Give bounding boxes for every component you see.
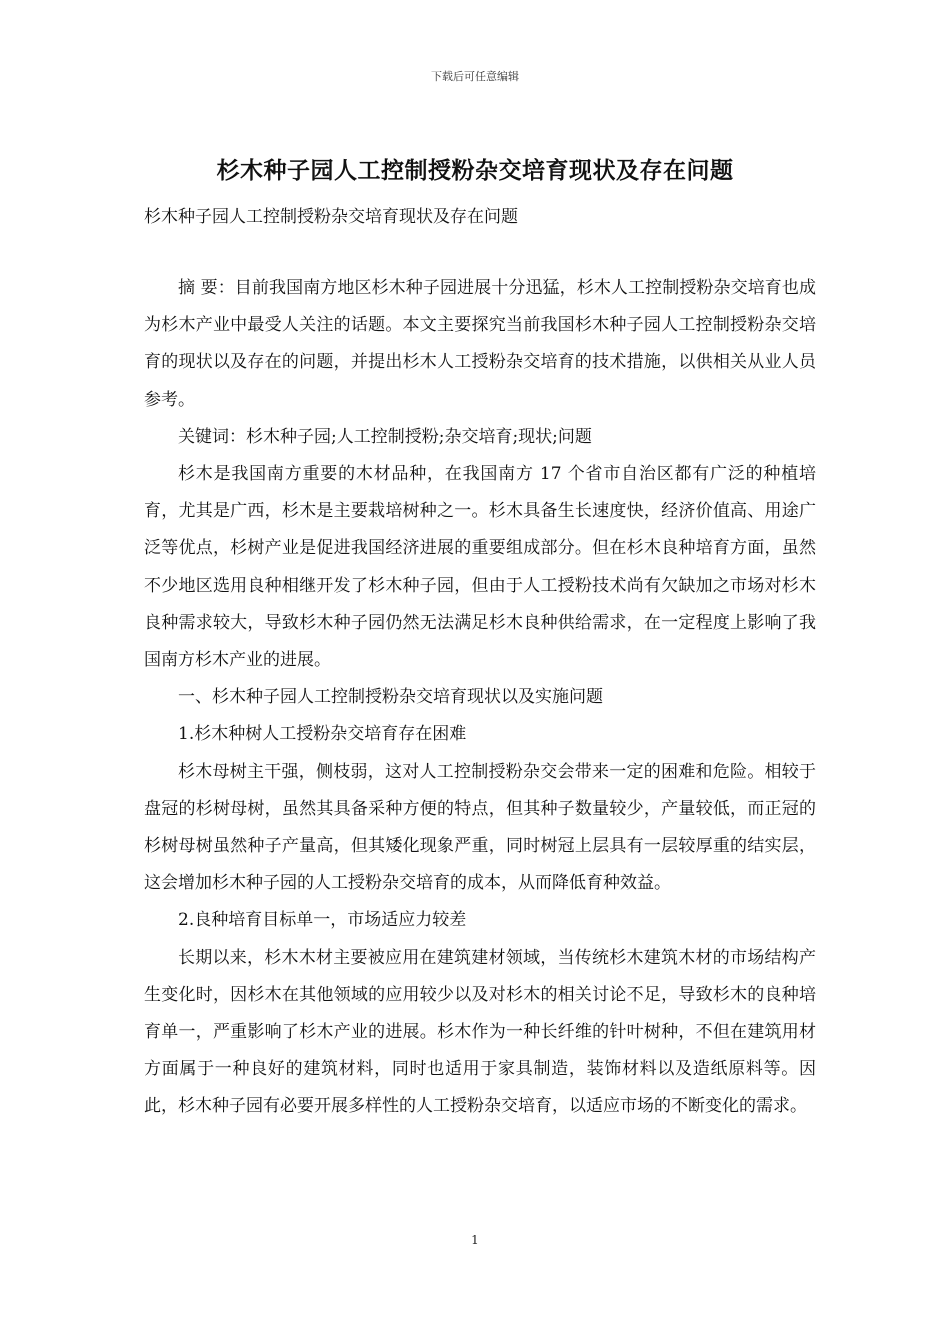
intro-paragraph: 杉木是我国南方重要的木材品种，在我国南方 17 个省市自治区都有广泛的种植培育，尤其是广西，杉木是主要栽培树种之一。杉木具备生长速度快，经济价值高、用途广泛等优点，杉树产业是促进我国经济进展的重要组成部分。但在杉木良种培育方面，虽然不少地区选用良种相继开发了杉木种子园，但由于人工授粉技术尚有欠缺加之市场对杉木良种需求较大，导致杉木种子园仍然无法满足杉木良种供给需求，在一定程度上影响了我国南方杉木产业的进展。: [144, 464, 816, 671]
document-body: [144, 270, 816, 1126]
body-paragraph-2: 长期以来，杉木木材主要被应用在建筑建材领域，当传统杉木建筑木材的市场结构产生变化时，因杉木在其他领域的应用较少以及对杉木的相关讨论不足，导致杉木的良种培育单一，严重影响了杉木产业的进展。杉木作为一种长纤维的针叶树种，不但在建筑用材方面属于一种良好的建筑材料，同时也适用于家具制造，装饰材料以及造纸原料等。因此，杉木种子园有必要开展多样性的人工授粉杂交培育，以适应市场的不断变化的需求。: [144, 947, 816, 1117]
document-subtitle: 杉木种子园人工控制授粉杂交培育现状及存在问题: [144, 207, 518, 227]
page-number: 1: [471, 1233, 479, 1247]
subsection-heading-2: 2.良种培育目标单一，市场适应力较差: [178, 910, 467, 931]
abstract-paragraph: 摘 要：目前我国南方地区杉木种子园进展十分迅猛，杉木人工控制授粉杂交培育也成为杉木产业中最受人关注的话题。本文主要探究当前我国杉木种子园人工控制授粉杂交培育的现状以及存在的问题，并提出杉木人工授粉杂交培育的技术措施，以供相关从业人员参考。: [144, 278, 816, 410]
body-paragraph-1: 杉木母树主干强，侧枝弱，这对人工控制授粉杂交会带来一定的困难和危险。相较于盘冠的杉树母树，虽然其具备采种方便的特点，但其种子数量较少，产量较低，而正冠的杉树母树虽然种子产量高，但其矮化现象严重，同时树冠上层具有一层较厚重的结实层，这会增加杉木种子园的人工授粉杂交培育的成本，从而降低育种效益。: [144, 761, 816, 894]
document-title: 杉木种子园人工控制授粉杂交培育现状及存在问题: [216, 157, 734, 184]
keywords-paragraph: 关键词：杉木种子园;人工控制授粉;杂交培育;现状;问题: [178, 426, 592, 447]
header-note: 下载后可任意编辑: [431, 70, 519, 83]
section-heading: 一、杉木种子园人工控制授粉杂交培育现状以及实施问题: [178, 687, 603, 708]
subsection-heading-1: 1.杉木种树人工授粉杂交培育存在困难: [178, 724, 467, 745]
